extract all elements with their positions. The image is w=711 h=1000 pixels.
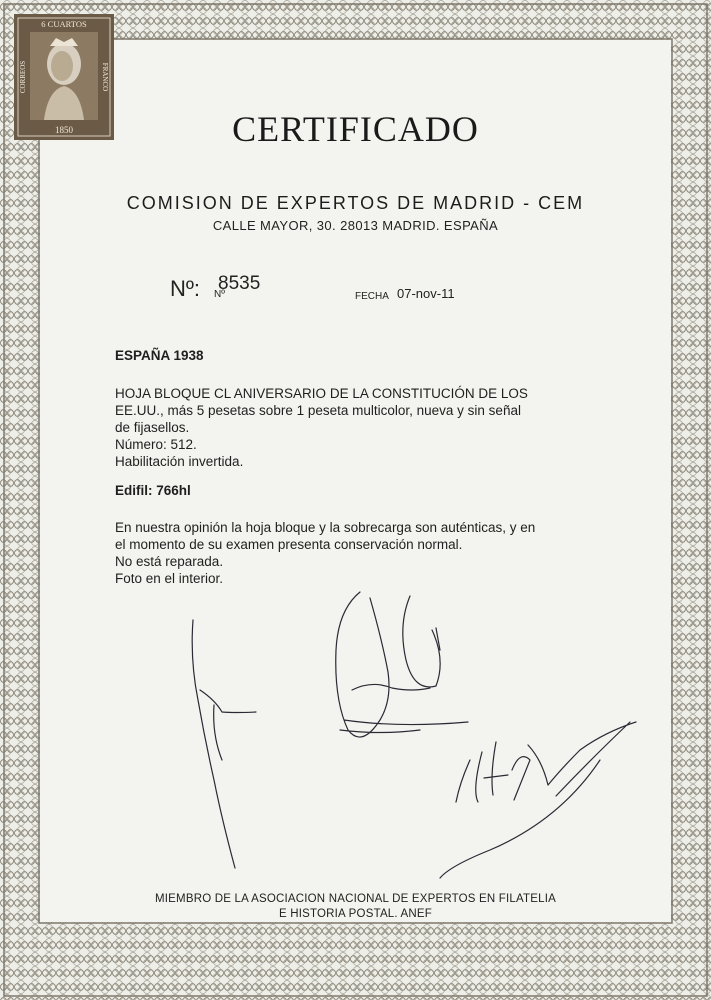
catalog-reference: Edifil: 766hl <box>115 483 191 498</box>
footer-membership: MIEMBRO DE LA ASOCIACION NACIONAL DE EXPERTOS EN FILATELIA <box>155 893 556 905</box>
description-line: Número: 512. <box>115 437 197 452</box>
opinion-line: En nuestra opinión la hoja bloque y la sobrecarga son auténticas, y en <box>115 520 536 535</box>
number-small-label: Nº <box>214 289 225 300</box>
signature-three <box>440 722 636 878</box>
signature-two <box>336 592 468 737</box>
description-line: Habilitación invertida. <box>115 454 244 469</box>
stamp-top-text: 6 CUARTOS <box>41 19 87 29</box>
footer-association: E HISTORIA POSTAL. ANEF <box>278 908 433 920</box>
date-label: FECHA <box>355 291 389 302</box>
opinion-line: Foto en el interior. <box>115 571 224 586</box>
stamp-right-text: FRANCO <box>101 62 109 92</box>
description-line: EE.UU., más 5 pesetas sobre 1 peseta multicolor, nueva y sin señal <box>115 403 521 418</box>
opinion-line: el momento de su examen presenta conservación normal. <box>115 537 463 552</box>
page-title: CERTIFICADO <box>232 109 479 149</box>
certificate-date: 07-nov-11 <box>397 286 455 301</box>
commission-address: CALLE MAYOR, 30. 28013 MADRID. ESPAÑA <box>212 218 499 233</box>
commission-name: COMISION DE EXPERTOS DE MADRID - CEM <box>126 193 585 213</box>
stamp-left-text: CORREOS <box>19 60 27 94</box>
description-line: HOJA BLOQUE CL ANIVERSARIO DE LA CONSTITUCIÓN DE LOS <box>115 386 528 401</box>
description-heading: ESPAÑA 1938 <box>115 348 204 363</box>
number-label: Nº: <box>170 276 201 301</box>
stamp-year: 1850 <box>55 125 73 135</box>
opinion-line: No está reparada. <box>115 554 224 569</box>
signature-one <box>192 620 256 868</box>
certificate-number: 8535 <box>218 273 261 294</box>
description-line: de fijasellos. <box>115 420 190 435</box>
